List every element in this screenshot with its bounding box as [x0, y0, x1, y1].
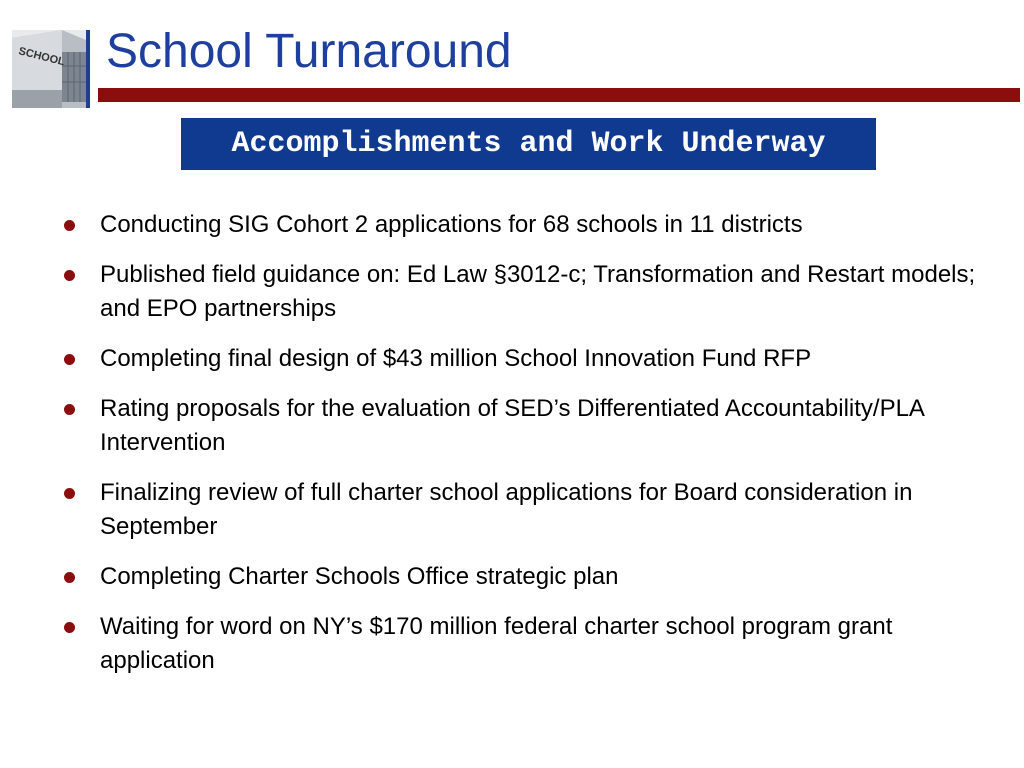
title-divider: [98, 88, 1020, 102]
bullet-dot-icon: [64, 354, 75, 365]
bullet-dot-icon: [64, 220, 75, 231]
list-item-text: Published field guidance on: Ed Law §3012-c; Transformation and Restart models; and EPO partnerships: [100, 261, 976, 322]
subtitle: Accomplishments and Work Underway: [231, 127, 826, 161]
page-title: School Turnaround: [106, 25, 512, 78]
bullet-dot-icon: [64, 622, 75, 633]
bullet-dot-icon: [64, 270, 75, 281]
school-building-icon: [12, 30, 90, 108]
list-item: [60, 560, 990, 594]
bullet-dot-icon: [64, 572, 75, 583]
bullet-dot-icon: [64, 488, 75, 499]
bullet-list: [60, 208, 990, 694]
list-item-text: Rating proposals for the evaluation of SED’s Differentiated Accountability/PLA Intervention: [100, 395, 924, 456]
list-item-text: Completing Charter Schools Office strategic plan: [100, 563, 619, 590]
list-item: [60, 342, 990, 376]
subtitle-banner: [181, 118, 876, 170]
logo-text: SCHOOL: [17, 45, 66, 69]
list-item-text: Completing final design of $43 million School Innovation Fund RFP: [100, 345, 812, 372]
list-item: [60, 208, 990, 242]
bullet-dot-icon: [64, 404, 75, 415]
list-item: [60, 476, 990, 544]
list-item-text: Conducting SIG Cohort 2 applications for 68 schools in 11 districts: [100, 211, 803, 238]
school-logo-image: [12, 30, 86, 108]
list-item: [60, 258, 990, 326]
list-item: [60, 392, 990, 460]
list-item-text: Waiting for word on NY’s $170 million federal charter school program grant application: [100, 613, 893, 674]
list-item: [60, 610, 990, 678]
list-item-text: Finalizing review of full charter school applications for Board consideration in September: [100, 479, 913, 540]
